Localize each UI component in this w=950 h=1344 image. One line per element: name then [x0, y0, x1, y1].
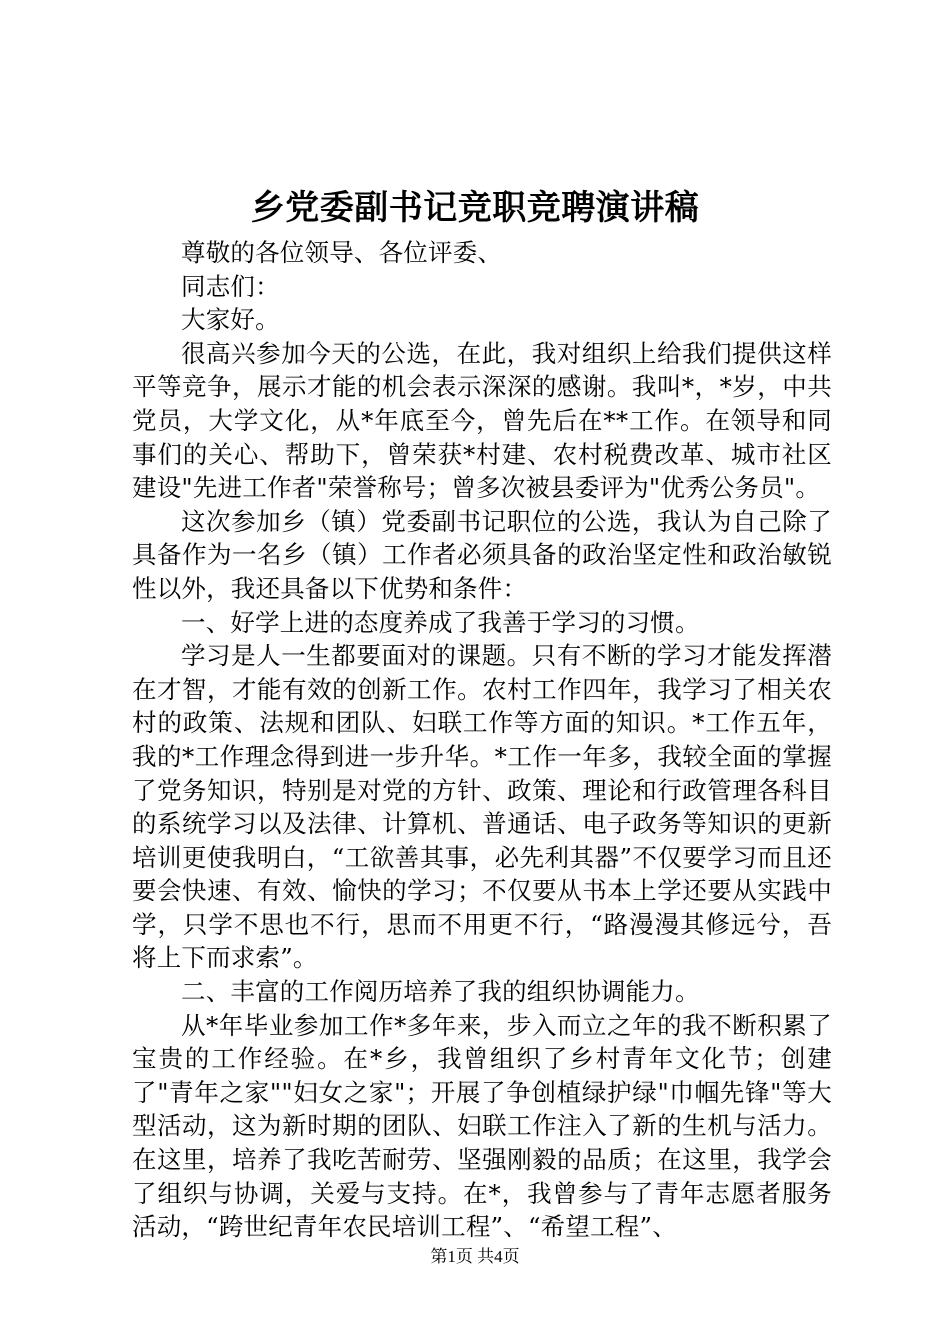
paragraph-experience: 从*年毕业参加工作*多年来，步入而立之年的我不断积累了宝贵的工作经验。在*乡，我曾组织了乡村青年文化节；创建了"青年之家""妇女之家"；开展了争创植绿护绿"巾帼先锋"等大型活动，这为新时期的团队、妇联工作注入了新的生机与活力。在这里，培养了我吃苦耐劳、坚强刚毅的品质；在这里，我学会了组织与协调，关爱与支持。在*，我曾参与了青年志愿者服务活动，“跨世纪青年农民培训工程”、“希望工程”、 [132, 1010, 832, 1242]
paragraph-salutation-2: 同志们： [181, 271, 280, 301]
heading-section-2: 二、丰富的工作阅历培养了我的组织协调能力。 [181, 977, 700, 1007]
paragraph-qualifications: 这次参加乡（镇）党委副书记职位的公选，我认为自己除了具备作为一名乡（镇）工作者必须具备的政治坚定性和政治敏锐性以外，我还具备以下优势和条件： [132, 506, 832, 603]
paragraph-learning: 学习是人一生都要面对的课题。只有不断的学习才能发挥潜在才智，才能有效的创新工作。农村工作四年，我学习了相关农村的政策、法规和团队、妇联工作等方面的知识。*工作五年，我的*工作理念得到进一步升华。*工作一年多，我较全面的掌握了党务知识，特别是对党的方针、政策、理论和行政管理各科目的系统学习以及法律、计算机、普通话、电子政务等知识的更新培训更使我明白，“工欲善其事，必先利其器”不仅要学习而且还要会快速、有效、愉快的学习；不仅要从书本上学还要从实践中学，只学不思也不行，思而不用更不行，“路漫漫其修远兮，吾将上下而求索”。 [132, 641, 832, 973]
paragraph-salutation-1: 尊敬的各位领导、各位评委、 [181, 238, 503, 267]
page-footer: 第1页 共4页 [430, 1247, 520, 1266]
paragraph-greeting: 大家好。 [181, 305, 280, 335]
document-body [132, 236, 832, 1244]
document-title: 乡党委副书记竞职竞聘演讲稿 [250, 188, 700, 228]
paragraph-introduction: 很高兴参加今天的公选，在此，我对组织上给我们提供这样平等竞争，展示才能的机会表示深深的感谢。我叫*，*岁，中共党员，大学文化，从*年底至今，曾先后在**工作。在领导和同事们的关心、帮助下，曾荣获*村建、农村税费改革、城市社区建设"先进工作者"荣誉称号；曾多次被县委评为"优秀公务员"。 [132, 338, 832, 503]
heading-section-1: 一、好学上进的态度养成了我善于学习的习惯。 [181, 607, 700, 637]
